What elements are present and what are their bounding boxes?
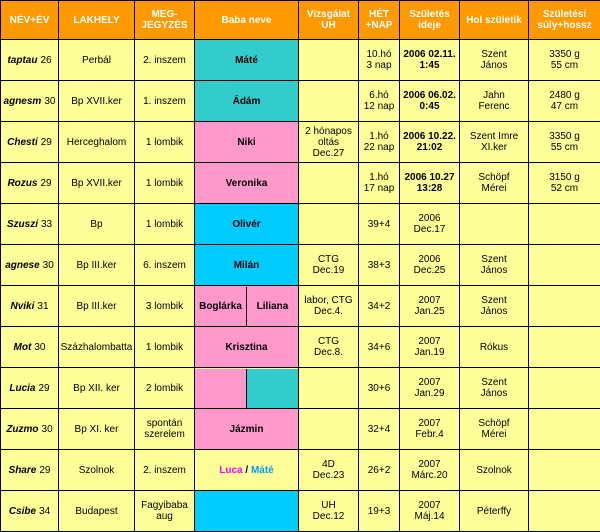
nickname: Chesti (7, 136, 38, 148)
baby-name-cell (195, 286, 299, 327)
birth-time-cell (400, 163, 460, 204)
exam-cell (299, 204, 359, 245)
birth-time-cell (400, 409, 460, 450)
cell-line: Rókus (479, 341, 509, 353)
residence-cell: Bp III.ker (59, 286, 135, 327)
baby-color-block (246, 369, 298, 408)
nickname: Lucia (9, 382, 36, 394)
note-cell (135, 327, 195, 368)
weight-length-cell (529, 204, 600, 245)
week-day-cell (359, 122, 400, 163)
note-cell (135, 368, 195, 409)
baby-split (195, 369, 298, 408)
cell-line: Szent (481, 254, 507, 265)
table-row (1, 368, 600, 409)
name-age-cell (1, 245, 59, 286)
baby-name: Liliana (246, 287, 298, 326)
weight-length-cell (529, 122, 600, 163)
header-baby-name: Baba neve (195, 1, 299, 40)
birthplace-cell (460, 491, 529, 532)
cell-line: 2006 02.11. (403, 49, 456, 60)
birthplace-cell (460, 368, 529, 409)
cell-line: 2006 10.22. (403, 131, 456, 142)
header-row (1, 1, 600, 40)
age: 30 (34, 341, 46, 353)
cell-line: 1.hó (369, 172, 389, 183)
residence-cell: Budapest (59, 491, 135, 532)
weight-length-cell (529, 368, 600, 409)
cell-line: Jahn (483, 90, 505, 101)
week-day-cell (359, 286, 400, 327)
cell-line: Dec.19 (312, 265, 345, 276)
cell-line: 34+2 (367, 300, 391, 312)
cell-line: 2006 06.02. (403, 90, 456, 101)
cell-line: Szolnok (476, 464, 512, 476)
cell-line: Schöpf (478, 172, 510, 183)
weight-length-cell (529, 40, 600, 81)
cell-line: 55 cm (550, 60, 579, 71)
week-day-cell (359, 327, 400, 368)
exam-cell (299, 163, 359, 204)
cell-line: 55 cm (550, 142, 579, 153)
cell-line: Szent (481, 295, 507, 306)
cell-line: Dec.17 (413, 224, 446, 235)
header-weight-length: Születési súly+hossz (529, 1, 600, 40)
table-row (1, 40, 600, 81)
cell-line: János (480, 306, 508, 317)
cell-line: Ferenc (478, 101, 510, 112)
exam-cell (299, 81, 359, 122)
nickname: agnese (5, 259, 40, 271)
cell-line: János (480, 388, 508, 399)
birth-time-cell (400, 245, 460, 286)
birth-time-cell (400, 450, 460, 491)
cell-line: Péterffy (476, 505, 512, 517)
residence-cell: Százhalombatta (59, 327, 135, 368)
week-day-cell (359, 40, 400, 81)
baby-name: Boglárka (199, 300, 242, 312)
name-age-cell (1, 368, 59, 409)
cell-line: 3350 g (549, 49, 580, 60)
cell-line: Máj.14 (414, 511, 445, 522)
birth-time-cell (400, 122, 460, 163)
cell-line: aug (156, 511, 173, 522)
birthplace-cell (460, 81, 529, 122)
cell-line: Fagyibaba (141, 500, 188, 511)
cell-line: János (480, 60, 508, 71)
cell-line: 22 nap (363, 142, 395, 153)
cell-line: 0:45 (419, 101, 440, 112)
cell-line: Jan.19 (414, 347, 445, 358)
cell-line: 52 cm (550, 183, 579, 194)
baby-name-cell: Niki (195, 122, 299, 163)
residence-cell: Bp XI. ker (59, 409, 135, 450)
cell-line: 1 lombik (145, 177, 184, 189)
table-row (1, 286, 600, 327)
week-day-cell (359, 163, 400, 204)
age: 34 (39, 505, 51, 517)
cell-line: 2007 (418, 377, 441, 388)
cell-line: Jan.25 (414, 306, 445, 317)
cell-line: 1.hó (369, 131, 389, 142)
cell-line: XI.ker (480, 142, 508, 153)
table-row (1, 204, 600, 245)
note-cell (135, 163, 195, 204)
table-row (1, 81, 600, 122)
cell-line: Dec.8. (314, 347, 343, 358)
week-day-cell (359, 204, 400, 245)
cell-line: 26+2 (367, 464, 391, 476)
table-row (1, 163, 600, 204)
exam-cell (299, 245, 359, 286)
birth-time-cell (400, 491, 460, 532)
cell-line: 17 nap (363, 183, 395, 194)
birth-time-cell (400, 81, 460, 122)
cell-line: szerelem (144, 429, 185, 440)
note-cell (135, 491, 195, 532)
cell-line: spontán (146, 418, 183, 429)
cell-line: 2. inszem (143, 464, 186, 476)
header-exam: Vizsgálat UH (299, 1, 359, 40)
nickname: Share (8, 464, 37, 476)
cell-line: 32+4 (367, 423, 391, 435)
age: 30 (42, 259, 54, 271)
birthplace-cell (460, 409, 529, 450)
residence-cell: Bp XII. ker (59, 368, 135, 409)
cell-line: 2006 (418, 213, 441, 224)
residence-cell: Szolnok (59, 450, 135, 491)
cell-line: Febr.4 (415, 429, 444, 440)
week-day-cell (359, 368, 400, 409)
weight-length-cell (529, 491, 600, 532)
weight-length-cell (529, 81, 600, 122)
name-age-cell (1, 204, 59, 245)
cell-line: 39+4 (367, 218, 391, 230)
cell-line: Márc.20 (411, 470, 448, 481)
baby-name-cell (195, 491, 299, 532)
birthplace-cell (460, 327, 529, 368)
cell-line: 1. inszem (143, 95, 186, 107)
baby-name-cell: Máté (195, 40, 299, 81)
baby-name: / (242, 464, 251, 476)
age: 31 (37, 300, 49, 312)
nickname: Zuzmo (6, 423, 39, 435)
age: 30 (44, 95, 56, 107)
nickname: Csibe (8, 505, 37, 517)
birthplace-cell (460, 286, 529, 327)
note-cell (135, 450, 195, 491)
table-row (1, 450, 600, 491)
cell-line: Dec.4. (314, 306, 343, 317)
table-row (1, 327, 600, 368)
cell-line: Szent Imre (469, 131, 519, 142)
age: 29 (40, 136, 52, 148)
cell-line: 2 hónapos (305, 125, 352, 137)
name-age-cell (1, 40, 59, 81)
cell-line: 21:02 (416, 142, 443, 153)
exam-cell (299, 286, 359, 327)
cell-line: 3150 g (549, 172, 580, 183)
age: 30 (41, 423, 53, 435)
weight-length-cell (529, 327, 600, 368)
cell-line: CTG (317, 336, 340, 347)
birth-time-cell (400, 286, 460, 327)
baby-name-cell: Veronika (195, 163, 299, 204)
cell-line: Dec.25 (413, 265, 446, 276)
baby-name-cell (195, 368, 299, 409)
header-residence: LAKHELY (59, 1, 135, 40)
cell-line: Jan.29 (414, 388, 445, 399)
residence-cell: Herceghalom (59, 122, 135, 163)
header-birth-time: Születés ideje (400, 1, 460, 40)
cell-line: 2007 (418, 418, 441, 429)
baby-name: Máté (250, 464, 274, 476)
birthplace-cell (460, 40, 529, 81)
name-age-cell (1, 286, 59, 327)
cell-line: labor, CTG (304, 295, 353, 306)
nickname: agnesm (3, 95, 42, 107)
cell-line: 1 lombik (145, 218, 184, 230)
cell-line: 2007 (418, 500, 441, 511)
cell-line: Schöpf (478, 418, 510, 429)
cell-line: Dec.27 (312, 147, 345, 159)
exam-cell (299, 327, 359, 368)
cell-line: János (480, 265, 508, 276)
birth-time-cell (400, 368, 460, 409)
weight-length-cell (529, 450, 600, 491)
note-cell (135, 122, 195, 163)
name-age-cell (1, 122, 59, 163)
exam-cell (299, 491, 359, 532)
baby-name-cell (195, 450, 299, 491)
note-cell (135, 204, 195, 245)
cell-line: CTG (317, 254, 340, 265)
cell-line: 47 cm (550, 101, 579, 112)
cell-line: 3 nap (366, 60, 392, 71)
week-day-cell (359, 245, 400, 286)
residence-cell: Perbál (59, 40, 135, 81)
weight-length-cell (529, 409, 600, 450)
birthplace-cell (460, 450, 529, 491)
cell-line: 4D (322, 459, 335, 470)
header-name-age: NÉV+ÉV (1, 1, 59, 40)
cell-line: Mérei (481, 429, 507, 440)
exam-cell (299, 122, 359, 163)
cell-line: Szent (481, 49, 507, 60)
weight-length-cell (529, 286, 600, 327)
birthplace-cell (460, 163, 529, 204)
table-row (1, 122, 600, 163)
birthplace-cell (460, 245, 529, 286)
note-cell (135, 286, 195, 327)
exam-cell (299, 368, 359, 409)
birth-time-cell (400, 327, 460, 368)
cell-line: 34+6 (367, 341, 391, 353)
header-week-day: HÉT +NAP (359, 1, 400, 40)
cell-line: Szent (481, 377, 507, 388)
cell-line: 2006 10.27 (404, 172, 455, 183)
birth-time-cell (400, 40, 460, 81)
nickname: taptau (7, 54, 38, 66)
nickname: Rozus (7, 177, 38, 189)
cell-line: oltás (317, 136, 340, 148)
nickname: Mot (13, 341, 32, 353)
note-cell (135, 409, 195, 450)
baby-name-cell: Jázmin (195, 409, 299, 450)
week-day-cell (359, 491, 400, 532)
cell-line: Mérei (481, 183, 507, 194)
cell-line: 3350 g (549, 131, 580, 142)
header-note: MEG-JEGYZÉS (135, 1, 195, 40)
cell-line: 19+3 (367, 505, 391, 517)
cell-line: 2007 (418, 459, 441, 470)
birthplace-cell (460, 204, 529, 245)
exam-cell (299, 40, 359, 81)
age: 26 (40, 54, 52, 66)
name-age-cell (1, 327, 59, 368)
week-day-cell (359, 450, 400, 491)
table-row (1, 409, 600, 450)
baby-color-block (195, 369, 246, 408)
name-age-cell (1, 163, 59, 204)
cell-line: 30+6 (367, 382, 391, 394)
age: 29 (39, 464, 51, 476)
cell-line: 6. inszem (143, 259, 186, 271)
note-cell (135, 40, 195, 81)
name-age-cell (1, 450, 59, 491)
cell-line: 2006 (418, 254, 441, 265)
cell-line: 2 lombik (145, 382, 184, 394)
cell-line: 10.hó (366, 49, 392, 60)
cell-line: Dec.23 (312, 470, 345, 481)
name-age-cell (1, 491, 59, 532)
cell-line: 2007 (418, 336, 441, 347)
nickname: Szuszi (6, 218, 38, 230)
baby-name-cell: Milán (195, 245, 299, 286)
week-day-cell (359, 409, 400, 450)
cell-line: 1:45 (419, 60, 440, 71)
nickname: Nviki (10, 300, 35, 312)
name-age-cell (1, 81, 59, 122)
baby-split (195, 287, 298, 326)
birth-time-cell (400, 204, 460, 245)
residence-cell: Bp XVII.ker (59, 81, 135, 122)
weight-length-cell (529, 245, 600, 286)
residence-cell: Bp III.ker (59, 245, 135, 286)
cell-line: 2007 (418, 295, 441, 306)
birthplace-cell (460, 122, 529, 163)
age: 33 (41, 218, 53, 230)
note-cell (135, 81, 195, 122)
age: 29 (40, 177, 52, 189)
cell-line: 2. inszem (143, 54, 186, 66)
cell-line: 1 lombik (145, 136, 184, 148)
baby-name-cell: Ádám (195, 81, 299, 122)
cell-line: 1 lombik (145, 341, 184, 353)
table-row (1, 245, 600, 286)
exam-cell (299, 409, 359, 450)
cell-line: Dec.12 (312, 511, 345, 522)
header-birthplace: Hol születik (460, 1, 529, 40)
residence-cell: Bp (59, 204, 135, 245)
week-day-cell (359, 81, 400, 122)
cell-line: 38+3 (367, 259, 391, 271)
cell-line: 12 nap (363, 101, 395, 112)
age: 29 (38, 382, 50, 394)
cell-line: UH (321, 500, 336, 511)
baby-name-cell: Olivér (195, 204, 299, 245)
note-cell (135, 245, 195, 286)
weight-length-cell (529, 163, 600, 204)
table-row (1, 491, 600, 532)
residence-cell: Bp XVII.ker (59, 163, 135, 204)
baby-name-cell: Krisztina (195, 327, 299, 368)
cell-line: 2480 g (549, 90, 580, 101)
cell-line: 6.hó (369, 90, 389, 101)
baby-name: Luca (219, 464, 243, 476)
exam-cell (299, 450, 359, 491)
name-age-cell (1, 409, 59, 450)
cell-line: 3 lombik (145, 300, 184, 312)
cell-line: 13:28 (416, 183, 443, 194)
